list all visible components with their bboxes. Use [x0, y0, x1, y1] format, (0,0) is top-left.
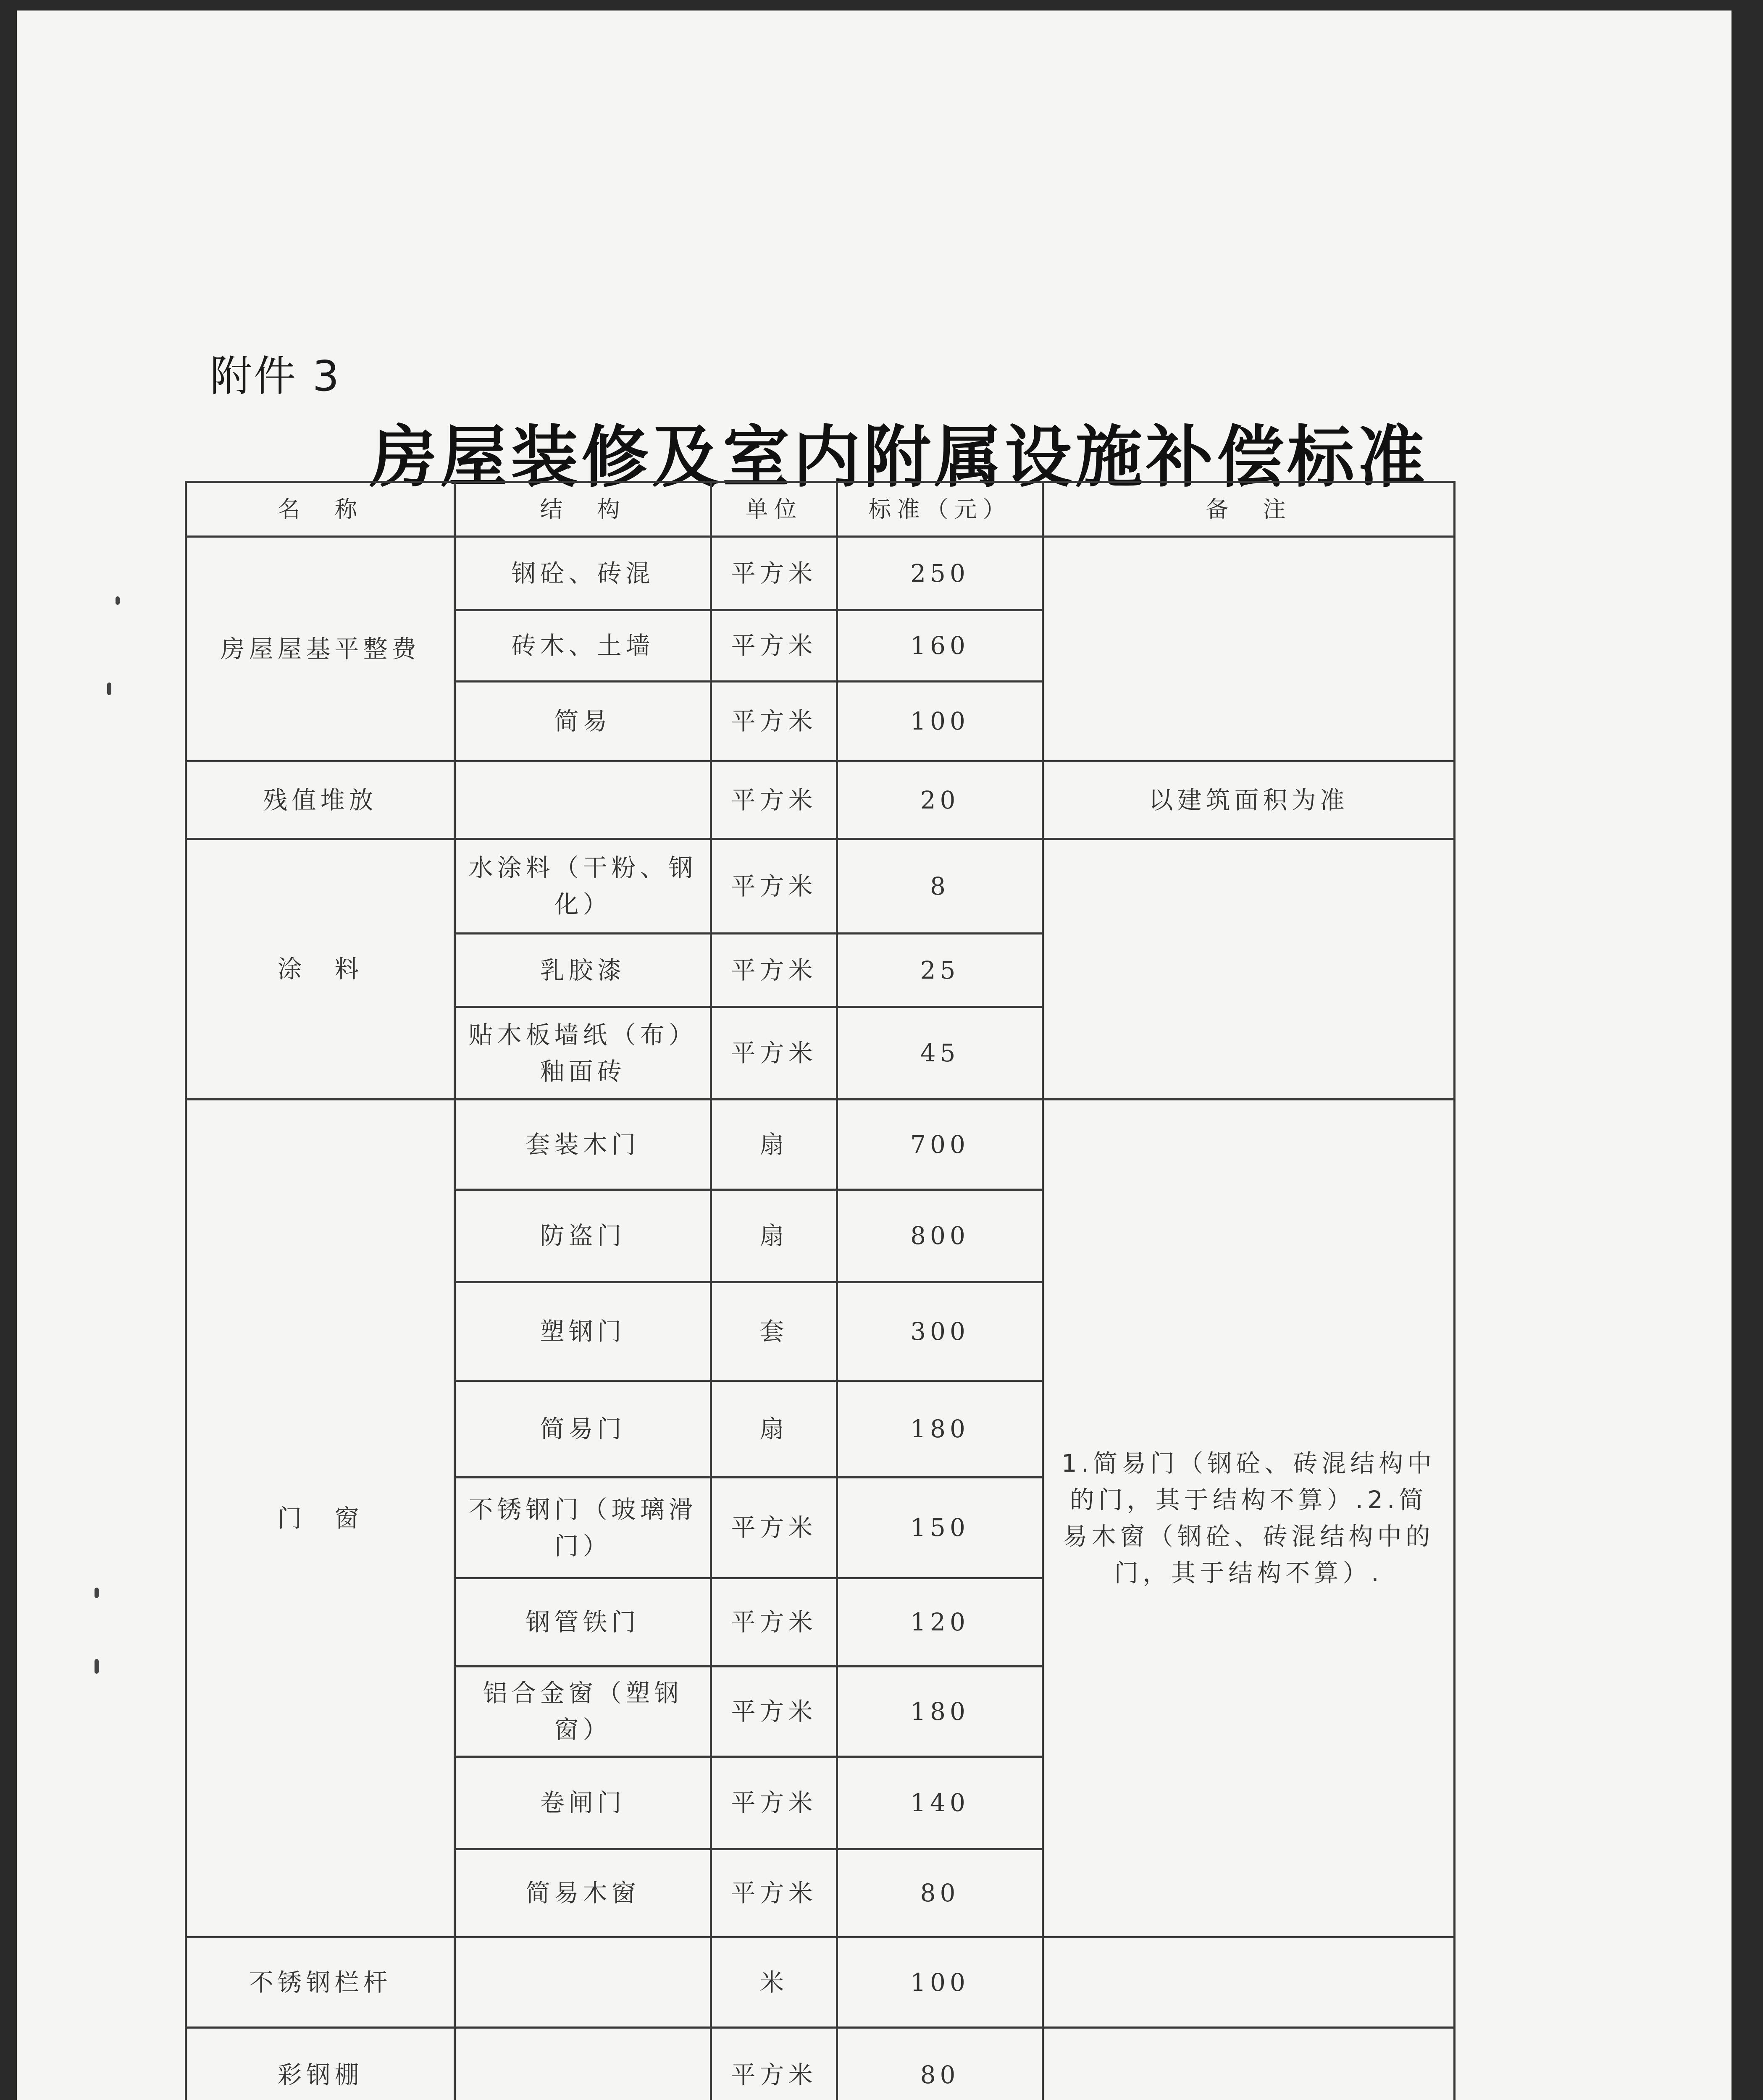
group-name-cell: 涂 料: [186, 839, 455, 1100]
unit-cell: 平方米: [711, 2028, 837, 2100]
unit-cell: 平方米: [711, 537, 837, 610]
standard-cell: 150: [837, 1478, 1043, 1578]
unit-cell: 扇: [711, 1190, 837, 1282]
structure-cell: 乳胶漆: [455, 934, 711, 1007]
standard-cell: 100: [837, 682, 1043, 761]
unit-cell: 套: [711, 1282, 837, 1381]
unit-cell: 平方米: [711, 839, 837, 934]
structure-cell: 贴木板墙纸（布）釉面砖: [455, 1007, 711, 1100]
structure-cell: 铝合金窗（塑钢窗）: [455, 1667, 711, 1757]
unit-cell: 平方米: [711, 1667, 837, 1757]
standard-cell: 25: [837, 934, 1043, 1007]
standard-cell: 8: [837, 839, 1043, 934]
unit-cell: 平方米: [711, 1757, 837, 1849]
structure-cell: 防盗门: [455, 1190, 711, 1282]
table-header-row: [186, 482, 1455, 537]
group-name-cell: 残值堆放: [186, 761, 455, 839]
unit-cell: 平方米: [711, 761, 837, 839]
standard-cell: 250: [837, 537, 1043, 610]
table-row: [186, 839, 1455, 934]
standard-cell: 100: [837, 1937, 1043, 2028]
unit-cell: 平方米: [711, 1007, 837, 1100]
table-row: [186, 2028, 1455, 2100]
standard-cell: 120: [837, 1578, 1043, 1667]
punch-mark: [95, 1588, 99, 1598]
structure-cell: 水涂料（干粉、钢化）: [455, 839, 711, 934]
header-unit: 单位: [711, 482, 837, 537]
remark-cell: [1043, 2028, 1455, 2100]
remark-cell: [1043, 839, 1455, 1100]
table-row: [186, 537, 1455, 610]
standard-cell: 160: [837, 610, 1043, 682]
remark-cell: [1043, 537, 1455, 761]
unit-cell: 平方米: [711, 1478, 837, 1578]
standard-cell: 180: [837, 1667, 1043, 1757]
structure-cell: 砖木、土墙: [455, 610, 711, 682]
punch-mark: [107, 682, 111, 695]
structure-cell: 套装木门: [455, 1100, 711, 1190]
structure-cell: [455, 761, 711, 839]
unit-cell: 平方米: [711, 610, 837, 682]
unit-cell: 米: [711, 1937, 837, 2028]
standard-cell: 45: [837, 1007, 1043, 1100]
structure-cell: 钢砼、砖混: [455, 537, 711, 610]
unit-cell: 平方米: [711, 682, 837, 761]
header-remarks: 备 注: [1043, 482, 1455, 537]
punch-mark: [116, 596, 120, 605]
structure-cell: 塑钢门: [455, 1282, 711, 1381]
structure-cell: 简易木窗: [455, 1849, 711, 1937]
structure-cell: [455, 2028, 711, 2100]
structure-cell: 简易: [455, 682, 711, 761]
unit-cell: 扇: [711, 1381, 837, 1478]
standard-cell: 800: [837, 1190, 1043, 1282]
unit-cell: 平方米: [711, 934, 837, 1007]
compensation-standard-table: [185, 481, 1456, 2100]
structure-cell: 简易门: [455, 1381, 711, 1478]
table-row: [186, 1937, 1455, 2028]
group-name-cell: 房屋屋基平整费: [186, 537, 455, 761]
standard-cell: 80: [837, 1849, 1043, 1937]
structure-cell: 卷闸门: [455, 1757, 711, 1849]
group-name-cell: 门 窗: [186, 1100, 455, 1937]
standard-cell: 300: [837, 1282, 1043, 1381]
remark-cell: [1043, 1937, 1455, 2028]
standard-cell: 140: [837, 1757, 1043, 1849]
header-structure: 结 构: [455, 482, 711, 537]
attachment-label: 附件 3: [210, 352, 341, 401]
standard-cell: 700: [837, 1100, 1043, 1190]
standard-cell: 20: [837, 761, 1043, 839]
group-name-cell: 彩钢棚: [186, 2028, 455, 2100]
remark-cell: 以建筑面积为准: [1043, 761, 1455, 839]
header-standard: 标准（元）: [837, 482, 1043, 537]
standard-cell: 180: [837, 1381, 1043, 1478]
remark-cell: 1.简易门（钢砼、砖混结构中的门，其于结构不算）.2.简易木窗（钢砼、砖混结构中的门，其于结构不算）.: [1043, 1100, 1455, 1937]
document-title: 房屋装修及室内附属设施补偿标准: [370, 417, 1429, 496]
table-row: [186, 1100, 1455, 1190]
table-row: [186, 761, 1455, 839]
structure-cell: 钢管铁门: [455, 1578, 711, 1667]
punch-mark: [95, 1659, 99, 1674]
group-name-cell: 不锈钢栏杆: [186, 1937, 455, 2028]
header-name: 名 称: [186, 482, 455, 537]
unit-cell: 扇: [711, 1100, 837, 1190]
standard-cell: 80: [837, 2028, 1043, 2100]
unit-cell: 平方米: [711, 1849, 837, 1937]
structure-cell: 不锈钢门（玻璃滑门）: [455, 1478, 711, 1578]
unit-cell: 平方米: [711, 1578, 837, 1667]
structure-cell: [455, 1937, 711, 2028]
